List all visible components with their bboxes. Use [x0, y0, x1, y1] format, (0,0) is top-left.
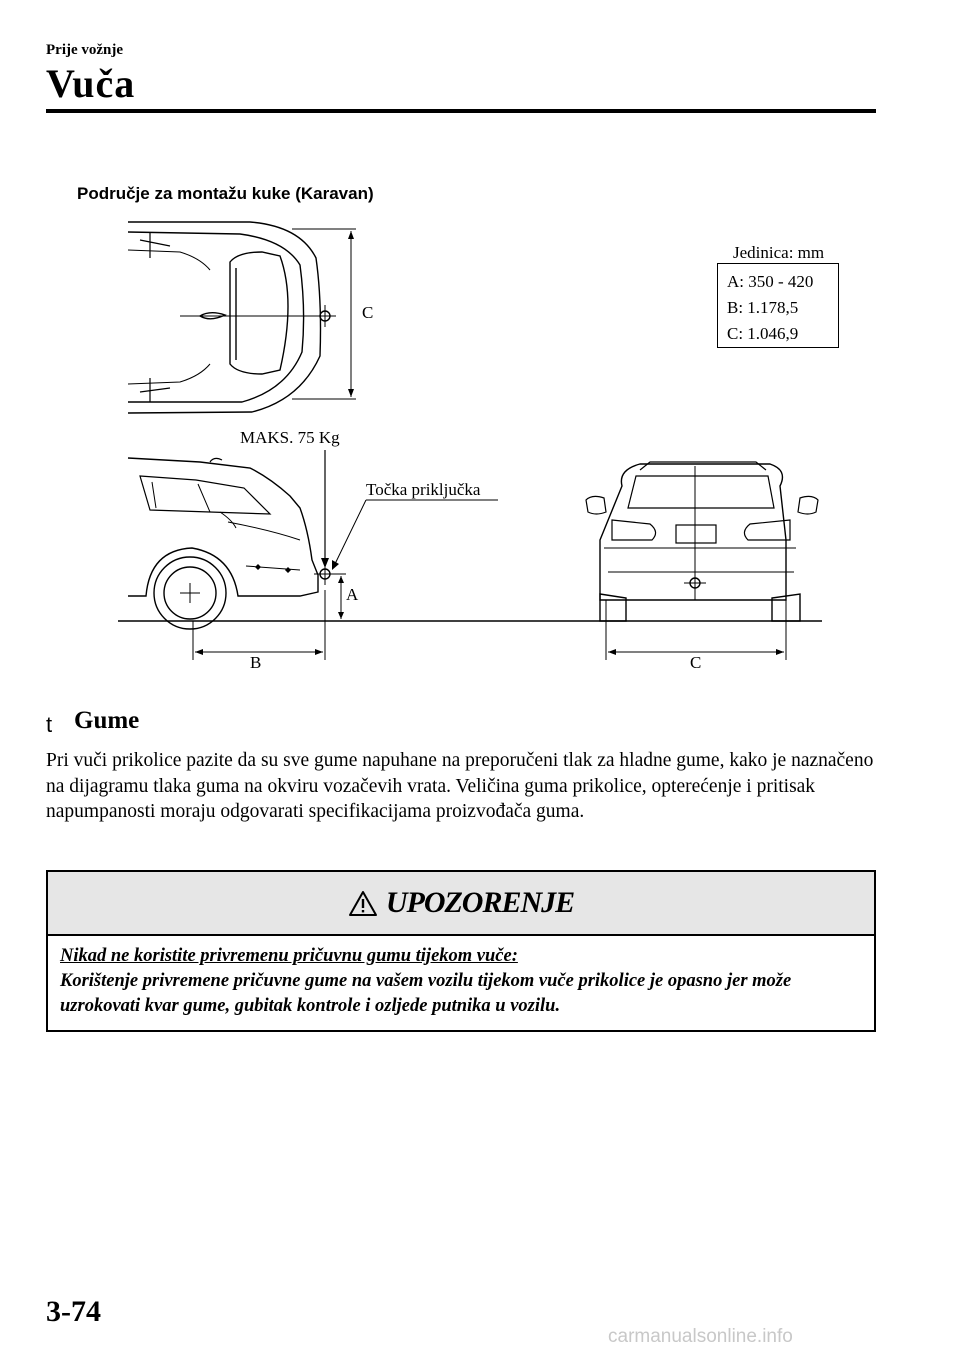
warning-heading: Nikad ne koristite privremenu pričuvnu gumu tijekom vuče: — [60, 946, 518, 966]
dimension-c-top-label: C — [362, 303, 374, 322]
page-number: 3-74 — [46, 1295, 101, 1328]
section-bullet: t — [46, 712, 53, 737]
dimension-c-bottom — [606, 600, 786, 660]
car-side-view — [128, 458, 336, 629]
warning-title: UPOZORENJE — [385, 886, 575, 919]
dimension-a-label: A — [346, 585, 359, 604]
spec-table — [717, 263, 839, 348]
dimension-b-label: B — [250, 653, 262, 672]
section-title: Gume — [74, 707, 140, 734]
spec-c: C: 1.046,9 — [727, 324, 799, 343]
dimension-b — [193, 590, 325, 660]
car-rear-view — [586, 462, 818, 621]
spec-b: B: 1.178,5 — [727, 298, 799, 317]
breadcrumb: Prije vožnje — [46, 42, 124, 58]
dimension-c-bottom-label: C — [690, 653, 702, 672]
warning-triangle-icon — [348, 890, 378, 917]
page-title: Vuča — [46, 61, 136, 106]
warning-box — [46, 870, 876, 1032]
watermark: carmanualsonline.info — [608, 1326, 793, 1347]
dimension-a — [336, 574, 346, 619]
title-divider — [46, 109, 876, 113]
max-load-label: MAKS. 75 Kg — [240, 428, 340, 447]
load-arrow — [321, 450, 498, 570]
warning-header — [48, 872, 874, 936]
warning-body — [48, 936, 874, 1019]
warning-text: Korištenje privremene pričuvne gume na vašem vozilu tijekom vuče prikolice je opasno jer može uzrokovati kvar gume, gubitak kontrole i ozljede putnika u vozilu. — [60, 971, 792, 1016]
unit-label: Jedinica: mm — [733, 243, 825, 262]
spec-a: A: 350 - 420 — [727, 272, 814, 291]
hitch-point-label: Točka priključka — [366, 480, 481, 499]
section-body: Pri vuči prikolice pazite da su sve gume napuhane na preporučeni tlak za hladne gume, kako je naznačeno na dijagramu tlaka guma na okviru vozačevih vrata. Veličina guma prikolice, opterećenje i pritisak napumpanosti moraju odgovarati specifikacijama proizvođača guma. — [46, 750, 874, 822]
car-top-view — [128, 222, 336, 413]
figure-caption: Područje za montažu kuke (Karavan) — [77, 184, 374, 203]
dimension-c-top — [292, 229, 356, 399]
